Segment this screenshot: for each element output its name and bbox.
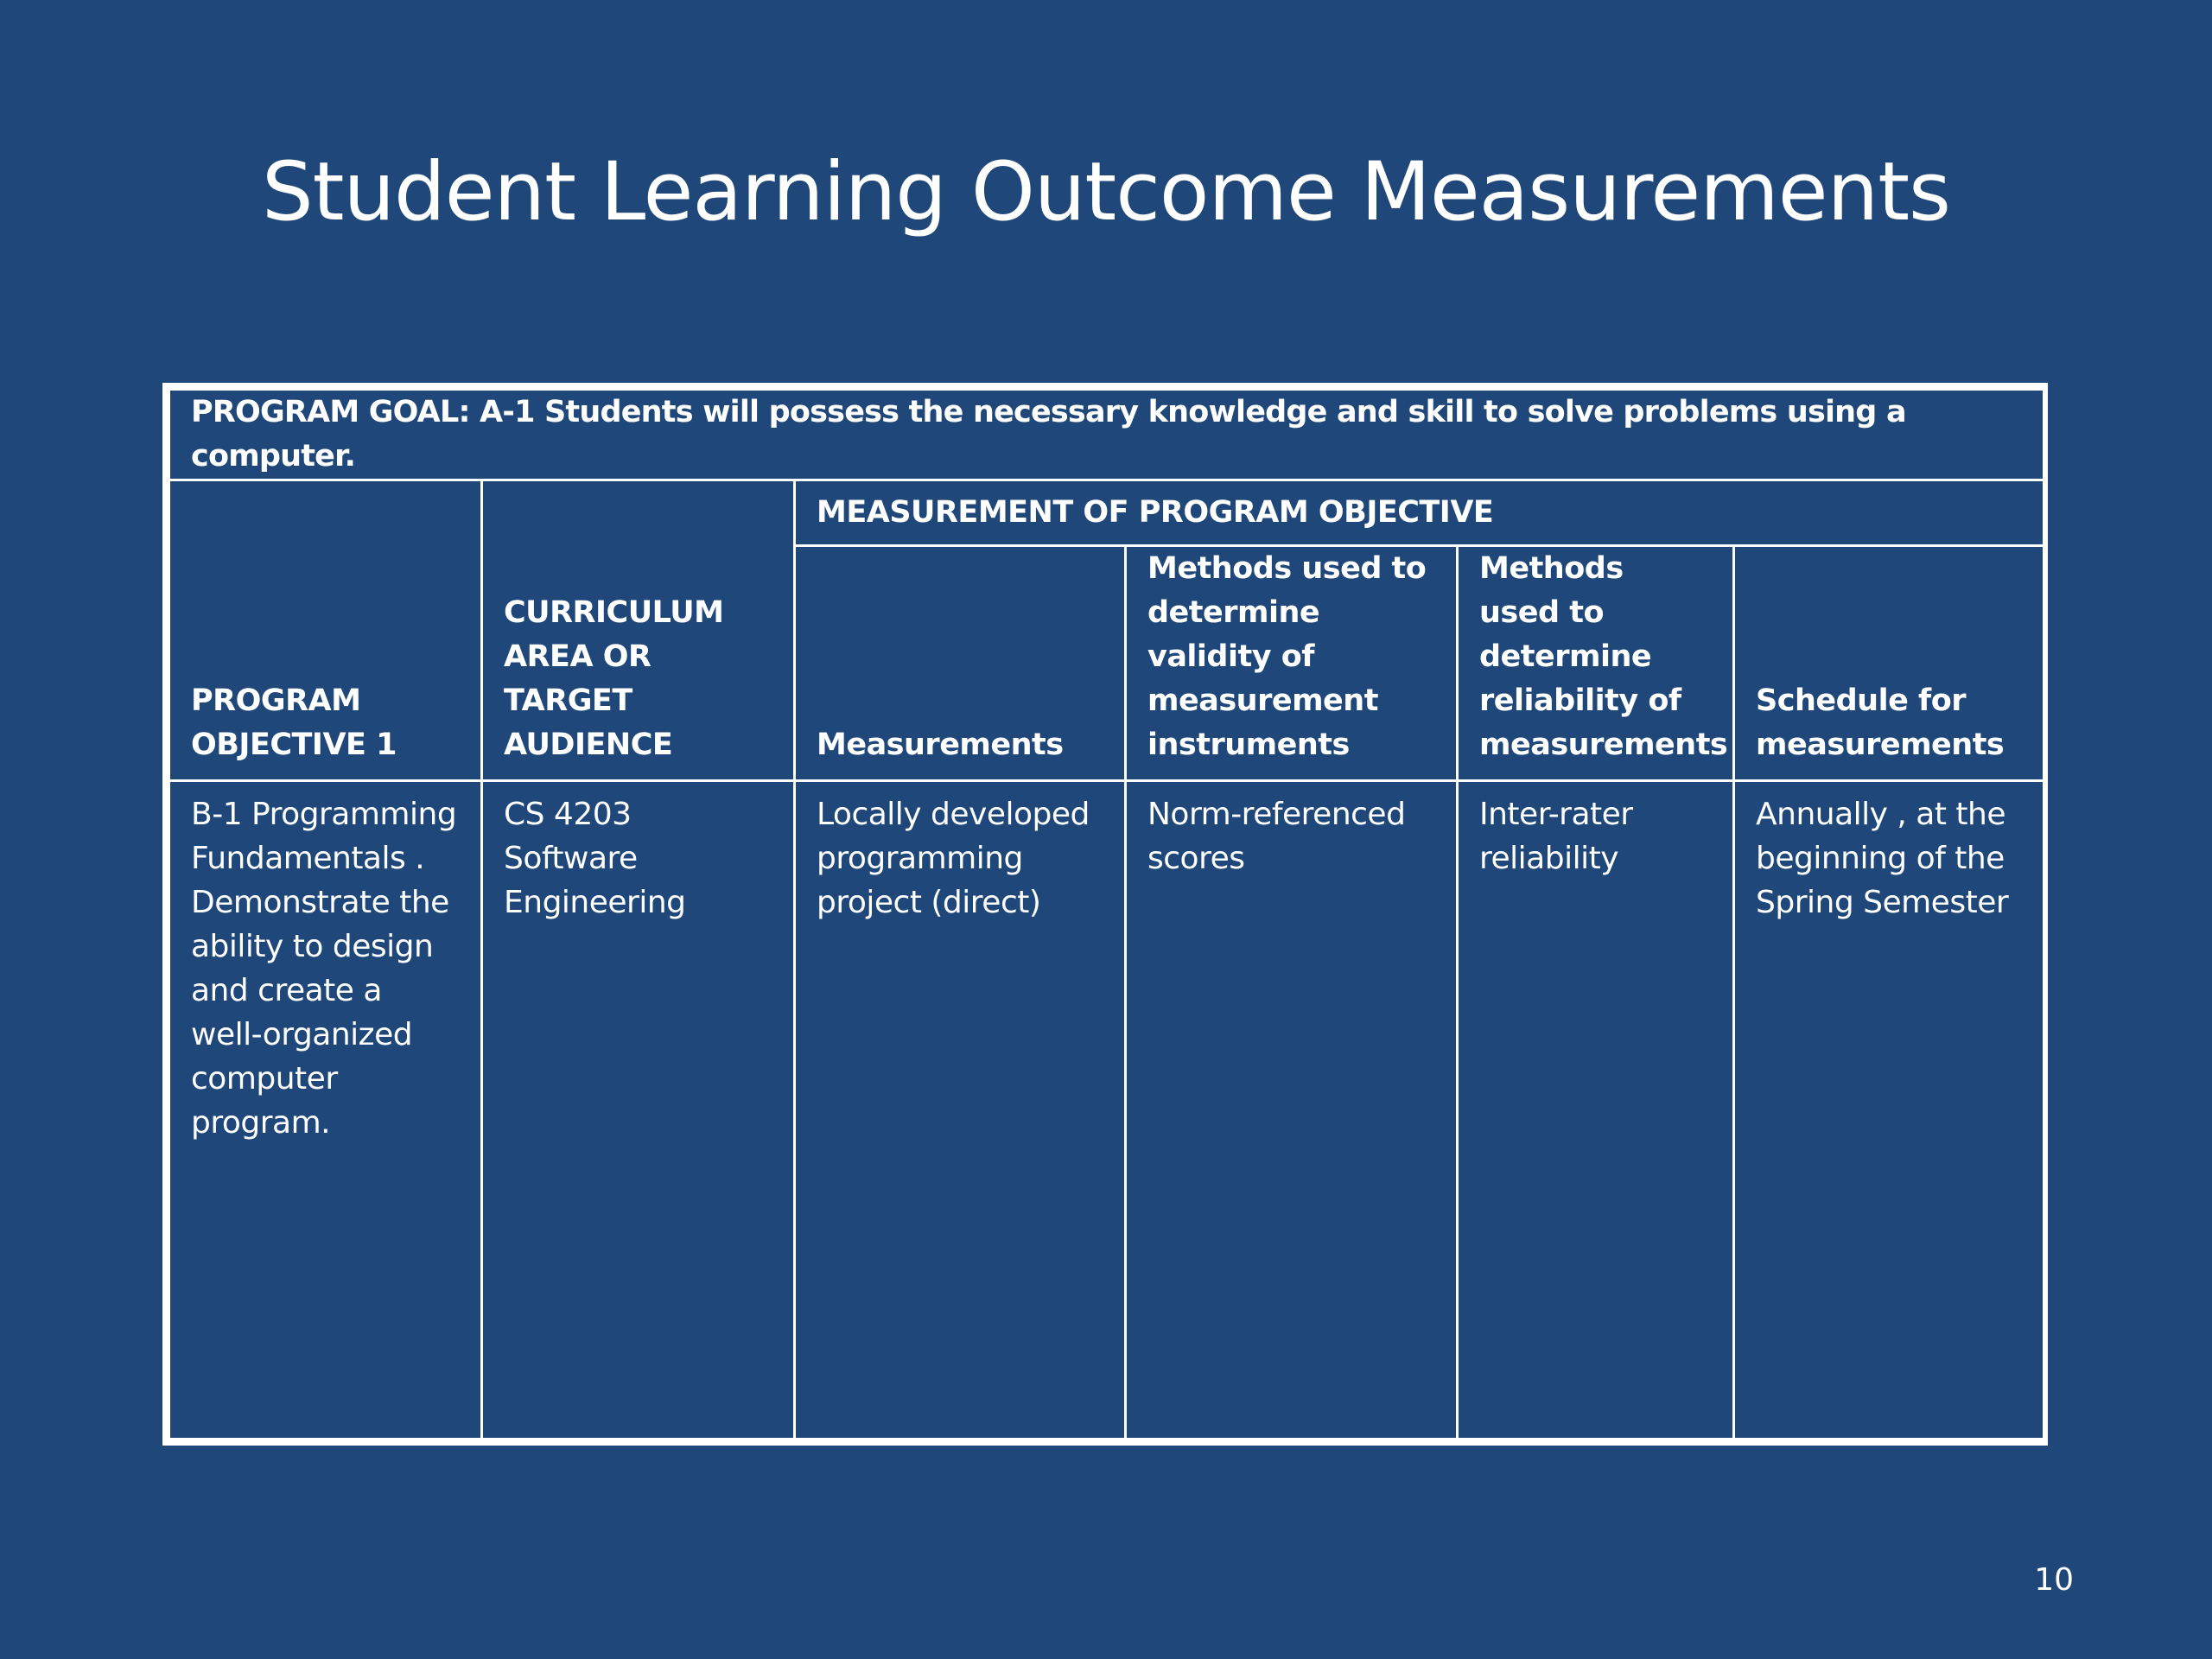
program-goal: PROGRAM GOAL: A-1 Students will possess the necessary knowledge and skill to solve problems using a computer.: [169, 390, 2044, 480]
cell-reliability-methods: Inter-rater reliability: [1458, 781, 1734, 1440]
header-measurements: Measurements: [795, 546, 1126, 781]
page-number: 10: [2034, 1562, 2074, 1598]
cell-program-objective: B-1 Programming Fundamentals . Demonstrate the ability to design and create a well-organized computer program.: [169, 781, 482, 1440]
outcome-table-grid: [168, 388, 2045, 1440]
cell-validity-methods: Norm-referenced scores: [1126, 781, 1458, 1440]
cell-schedule: Annually , at the beginning of the Spring Semester: [1734, 781, 2044, 1440]
program-goal-row: [169, 390, 2044, 480]
table-row: [169, 781, 2044, 1440]
group-header-row: [169, 480, 2044, 546]
header-curriculum-area: CURRICULUM AREA OR TARGET AUDIENCE: [482, 480, 795, 781]
header-measurement-group: MEASUREMENT OF PROGRAM OBJECTIVE: [795, 480, 2044, 546]
cell-curriculum-area: CS 4203 Software Engineering: [482, 781, 795, 1440]
header-validity-methods: Methods used to determine validity of measurement instruments: [1126, 546, 1458, 781]
slide-title: Student Learning Outcome Measurements: [261, 145, 1951, 239]
header-program-objective: PROGRAM OBJECTIVE 1: [169, 480, 482, 781]
header-reliability-methods: Methods used to determine reliability of measurements: [1458, 546, 1734, 781]
outcome-table: [162, 383, 2048, 1446]
cell-measurements: Locally developed programming project (direct): [795, 781, 1126, 1440]
header-schedule: Schedule for measurements: [1734, 546, 2044, 781]
